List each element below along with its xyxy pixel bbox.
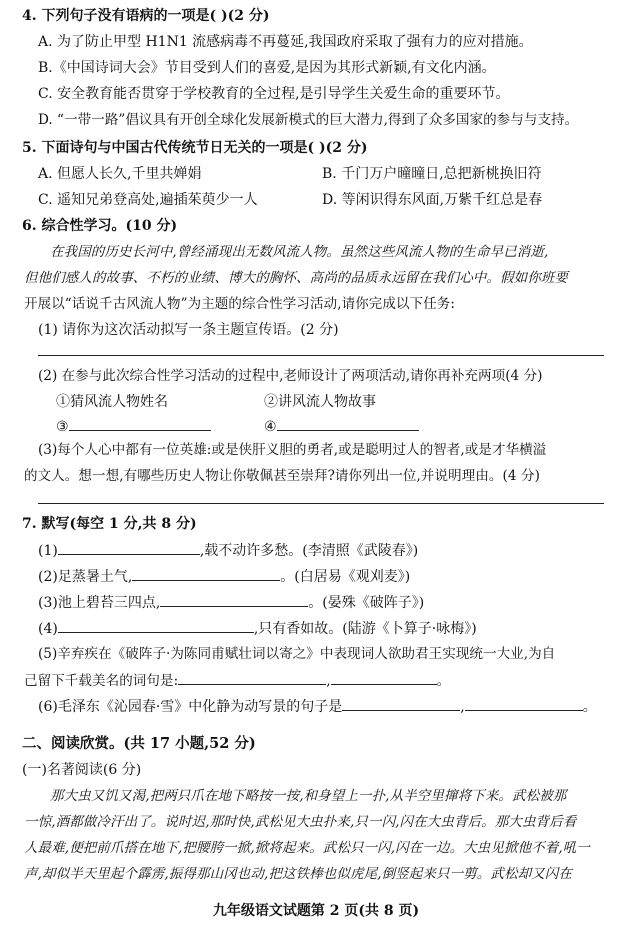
q4-option-d: D. “一带一路”倡议具有开创全球化发展新模式的巨大潜力,得到了众多国家的参与与支持。 [38, 112, 579, 128]
q6-activity-1: ①猜风流人物姓名 [56, 394, 168, 410]
q7-item-1 [38, 540, 418, 561]
q7-item-4-prefix: (4) [38, 621, 58, 637]
q7-item-3 [38, 592, 424, 613]
q6-intro-line-2: 但他们感人的故事、不朽的业绩、博大的胸怀、高尚的品质永远留在我们心中。假如你班要 [24, 270, 568, 286]
q7-item-4-blank[interactable] [58, 618, 254, 633]
q6-intro-line-3: 开展以“话说千古风流人物”为主题的综合性学习活动,请你完成以下任务: [24, 296, 456, 312]
q6-activity-4-blank[interactable] [277, 416, 419, 431]
q7-item-6-comma: , [460, 699, 465, 715]
q6-sub2: (2) 在参与此次综合性学习活动的过程中,老师设计了两项活动,请你再补充两项(4 分) [38, 368, 543, 384]
q7-item-5-prefix: 己留下千载美名的词句是: [24, 673, 179, 689]
q7-item-5-blank-1[interactable] [178, 670, 326, 685]
section-2-title: 二、阅读欣赏。(共 17 小题,52 分) [22, 735, 256, 752]
q7-item-2-prefix: (2)足蒸暑土气, [38, 569, 133, 585]
q6-activity-4 [264, 416, 419, 437]
page-footer: 九年级语文试题第 2 页(共 8 页) [212, 903, 420, 919]
q7-item-5-comma: , [326, 673, 331, 689]
q7-item-4 [38, 618, 477, 639]
q7-item-2-blank[interactable] [132, 566, 280, 581]
q4-stem: 4. 下列句子没有语病的一项是( )(2 分) [22, 8, 270, 24]
q7-item-1-prefix: (1) [38, 543, 58, 559]
q6-activity-3-blank[interactable] [69, 416, 211, 431]
q6-sub3-line-1: (3)每个人心中都有一位英雄:或是侠肝义胆的勇者,或是聪明过人的智者,或是才华横溢 [38, 442, 547, 458]
q6-sub3-line-2: 的文人。想一想,有哪些历史人物让你敬佩甚至崇拜?请你列出一位,并说明理由。(4 分) [24, 468, 540, 484]
q6-sub3-answer-line[interactable] [38, 503, 604, 504]
q6-activity-3-label: ③ [56, 419, 69, 435]
q6-intro-line-1: 在我国的历史长河中,曾经涌现出无数风流人物。虽然这些风流人物的生命早已消逝, [50, 244, 549, 260]
q6-sub1: (1) 请你为这次活动拟写一条主题宣传语。(2 分) [38, 322, 339, 338]
q7-item-5-line-1: (5)辛弃疾在《破阵子·为陈同甫赋壮词以寄之》中表现词人欲助君王实现统一大业,为自 [38, 646, 556, 662]
reading-passage-line-1: 那大虫又饥又渴,把两只爪在地下略按一按,和身望上一扑,从半空里撺将下来。武松被那 [50, 788, 567, 804]
q4-option-c: C. 安全教育能否贯穿于学校教育的全过程,是引导学生关爱生命的重要环节。 [38, 86, 510, 102]
q6-stem: 6. 综合性学习。(10 分) [22, 218, 178, 234]
q6-activity-4-label: ④ [264, 419, 277, 435]
q7-item-6-blank-2[interactable] [465, 696, 583, 711]
q6-activity-3 [56, 416, 211, 437]
q7-item-5-blank-2[interactable] [331, 670, 437, 685]
q7-item-6 [38, 696, 597, 717]
q5-option-c: C. 遥知兄弟登高处,遍插茱萸少一人 [38, 192, 258, 208]
q7-item-6-blank-1[interactable] [342, 696, 460, 711]
q4-option-a: A. 为了防止甲型 H1N1 流感病毒不再蔓延,我国政府采取了强有力的应对措施。 [38, 34, 533, 50]
q5-stem: 5. 下面诗句与中国古代传统节日无关的一项是( )(2 分) [22, 140, 368, 156]
reading-passage-line-3: 人最难,便把前爪搭在地下,把腰胯一掀,掀将起来。武松只一闪,闪在一边。大虫见掀他不着,吼一 [24, 840, 590, 856]
q7-item-6-suffix: 。 [582, 699, 597, 715]
q7-item-5-line-2 [24, 670, 450, 691]
q7-item-1-suffix: ,载不动许多愁。(李清照《武陵春》) [199, 543, 419, 559]
q5-option-b: B. 千门万户曈曈日,总把新桃换旧符 [322, 166, 542, 182]
q5-option-a: A. 但愿人长久,千里共婵娟 [38, 166, 202, 182]
section-2-subtitle: (一)名著阅读(6 分) [22, 762, 142, 778]
q4-option-b: B.《中国诗词大会》节目受到人们的喜爱,是因为其形式新颖,有文化内涵。 [38, 60, 496, 76]
q7-stem: 7. 默写(每空 1 分,共 8 分) [22, 516, 197, 532]
reading-passage-line-4: 声,却似半天里起个霹雳,振得那山冈也动,把这铁棒也似虎尾,倒竖起来只一剪。武松却又闪在 [24, 866, 572, 882]
q7-item-3-blank[interactable] [160, 592, 308, 607]
q7-item-6-prefix: (6)毛泽东《沁园春·雪》中化静为动写景的句子是 [38, 699, 343, 715]
q7-item-3-suffix: 。(晏殊《破阵子》) [308, 595, 425, 611]
q7-item-5-suffix: 。 [436, 673, 451, 689]
q6-activity-2: ②讲风流人物故事 [264, 394, 376, 410]
reading-passage-line-2: 一惊,酒都做冷汗出了。说时迟,那时快,武松见大虫扑来,只一闪,闪在大虫背后。那大虫背后看 [24, 814, 577, 830]
q7-item-3-prefix: (3)池上碧苔三四点, [38, 595, 161, 611]
q7-item-2 [38, 566, 410, 587]
q6-sub1-answer-line[interactable] [38, 355, 604, 356]
q7-item-4-suffix: ,只有香如故。(陆游《卜算子·咏梅》) [253, 621, 477, 637]
q7-item-1-blank[interactable] [58, 540, 200, 555]
q7-item-2-suffix: 。(白居易《观刈麦》) [280, 569, 411, 585]
q5-option-d: D. 等闲识得东风面,万紫千红总是春 [322, 192, 543, 208]
